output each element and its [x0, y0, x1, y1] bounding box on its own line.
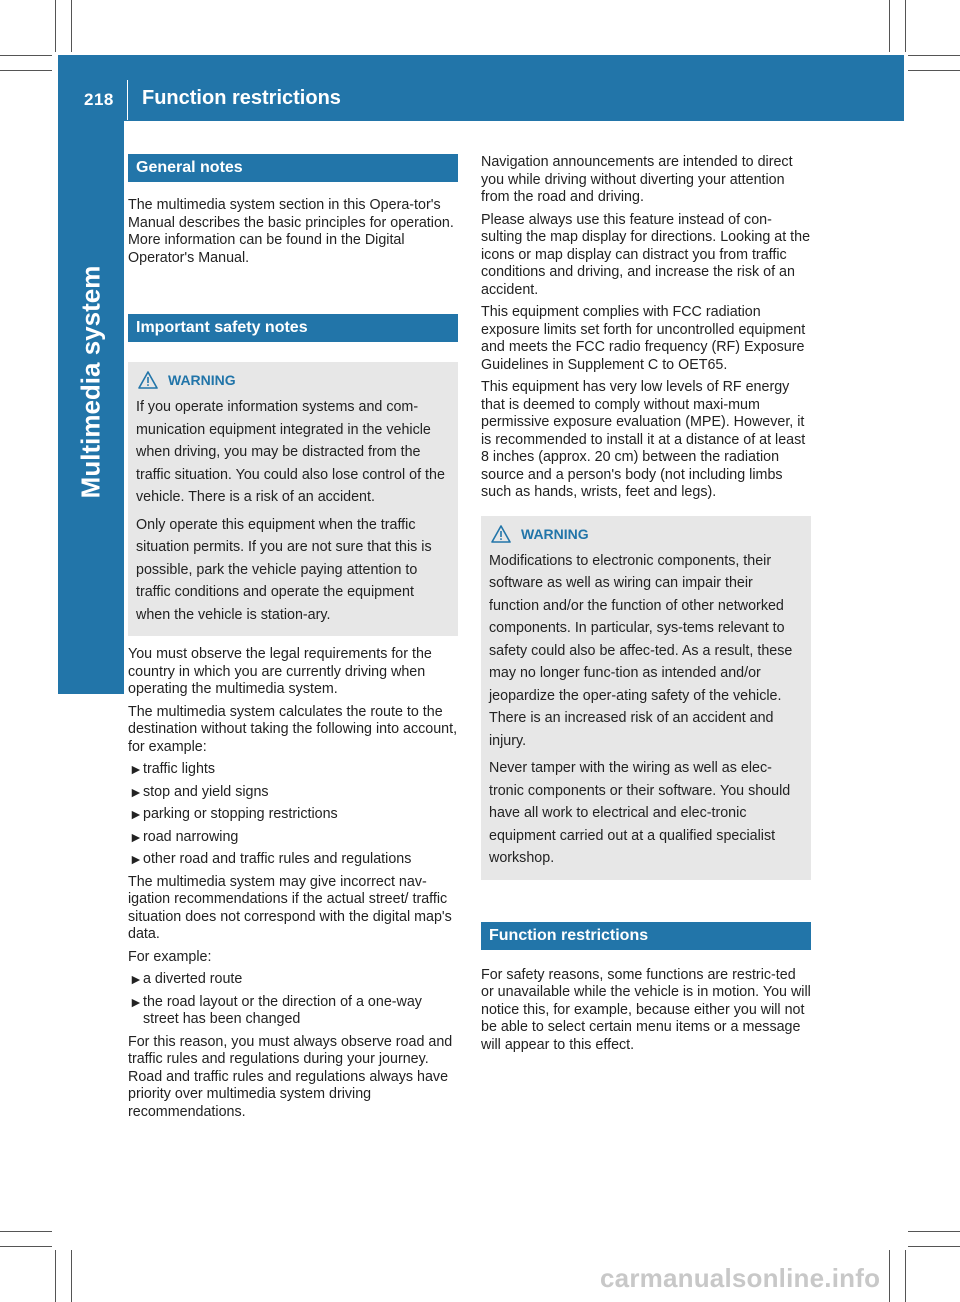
bullet-icon: ► [129, 783, 143, 800]
warning-box [128, 362, 458, 636]
chapter-tab-label: Multimedia system [75, 265, 106, 499]
warning-text: Never tamper with the wiring as well as elec-tronic components or their software. You should have all work to electrical and elec-tronic equipment carried out at a qualified specialist workshop. [489, 760, 791, 866]
crop-mark [908, 1231, 960, 1232]
paragraph-route: The multimedia system calculates the route to the destination without taking the following into account, for example: [128, 703, 458, 755]
crop-mark [55, 1250, 56, 1302]
list-item: ► the road layout or the direction of a one-way street has been changed [129, 993, 422, 1027]
paragraph-navigation: Navigation announcements are intended to direct you while driving without diverting your attention from the road and driving. [481, 154, 793, 205]
bullet-icon: ► [129, 806, 143, 822]
warning-label: WARNING [521, 525, 589, 542]
list-item: ► stop and yield signs [129, 783, 269, 800]
header-divider [127, 80, 128, 120]
crop-mark [889, 1250, 890, 1302]
crop-mark [71, 0, 72, 52]
bullet-icon: ► [129, 851, 143, 867]
right-column [481, 154, 811, 1059]
section-heading-function-restrictions: Function restrictions [481, 922, 811, 950]
crop-mark [0, 1246, 52, 1247]
bullet-icon: ► [129, 971, 143, 987]
paragraph-observe: For this reason, you must always observe road and traffic rules and regulations during your journey. Road and traffic rules and regulations always have priority over multimedia system driving recommendations. [128, 1033, 453, 1120]
warning-label: WARNING [168, 372, 236, 388]
function-restrictions-text: For safety reasons, some functions are restric-ted or unavailable while the vehicle is in motion. You will notice this, for example, because either you will not be able to select certain menu items or a message will appear to this effect. [481, 966, 811, 1053]
paragraph-incorrect: The multimedia system may give incorrect nav-igation recommendations if the actual street/ traffic situation does not correspond with the digital map's data. [128, 873, 452, 942]
warning-triangle-icon [138, 371, 158, 389]
warning-text: If you operate information systems and com-munication equipment integrated in the vehicle when driving, you may be distracted from the traffic situation. You could also lose control of the vehicle. There is a risk of an accident. [136, 399, 445, 505]
list-item: ► parking or stopping restrictions [129, 806, 338, 822]
warning-box [481, 516, 811, 880]
crop-mark [55, 0, 56, 52]
paragraph-rf: This equipment has very low levels of RF energy that is deemed to comply without maxi-mum permissive exposure evaluation (MPE). However, it is recommended to install it at a distance of at least 8 inches (approx. 20 cm) between the radiation source and a person's body (not including limbs such as hands, wrists, feet and legs). [481, 379, 806, 500]
crop-mark [908, 55, 960, 56]
crop-mark [908, 70, 960, 71]
bullet-icon: ► [129, 993, 143, 1010]
watermark: carmanualsonline.info [600, 1263, 881, 1293]
warning-header [489, 524, 803, 544]
paragraph-fcc: This equipment complies with FCC radiation exposure limits set forth for uncontrolled equipment and meets the FCC radio frequency (RF) Exposure Guidelines in Supplement C to OET65. [481, 304, 806, 373]
bullet-icon: ► [129, 828, 143, 845]
general-notes-text: The multimedia system section in this Opera-tor's Manual describes the basic principles for operation. More information can be found in the Digital Operator's Manual. [128, 197, 454, 266]
crop-mark [908, 1246, 960, 1247]
crop-mark [905, 1250, 906, 1302]
section-heading-general-notes: General notes [128, 154, 458, 182]
list-item: ► road narrowing [129, 828, 239, 845]
route-factors-list [128, 761, 458, 869]
list-item: ► traffic lights [129, 761, 216, 777]
page-number: 218 [84, 90, 114, 109]
bullet-icon: ► [129, 761, 143, 777]
crop-mark [0, 70, 52, 71]
list-item: ► other road and traffic rules and regulations [129, 851, 412, 867]
warning-header [136, 370, 450, 390]
page-title: Function restrictions [142, 87, 341, 109]
crop-mark [889, 0, 890, 52]
list-item: ► a diverted route [129, 971, 243, 987]
paragraph-use: Please always use this feature instead of con-sulting the map display for directions. Looking at the icons or map display can distract you from traffic conditions and driving, and increase the risk of an accident. [481, 211, 811, 298]
paragraph-legal: You must observe the legal requirements for the country in which you are currently driving when operating the multimedia system. [128, 646, 432, 697]
left-column [128, 154, 458, 1126]
paragraph-example: For example: [128, 948, 212, 965]
crop-mark [71, 1250, 72, 1302]
crop-mark [0, 55, 52, 56]
warning-text: Only operate this equipment when the traffic situation permits. If you are not sure that this is possible, park the vehicle paying attention to traffic conditions and operate the equipment when the vehicle is station-ary. [136, 516, 432, 623]
crop-mark [0, 1231, 52, 1232]
crop-mark [905, 0, 906, 52]
section-heading-safety-notes: Important safety notes [128, 314, 458, 342]
example-list [128, 971, 458, 1029]
warning-triangle-icon [491, 525, 511, 543]
warning-text: Modifications to electronic components, their software as well as wiring can impair their function and/or the function of other networked components. In particular, sys-tems relevant to safety could also be affec-ted. As a result, these may no longer func-tion as intended and/or jeopardize the oper-ating safety of the vehicle. There is an increased risk of an accident and injury. [489, 552, 793, 749]
